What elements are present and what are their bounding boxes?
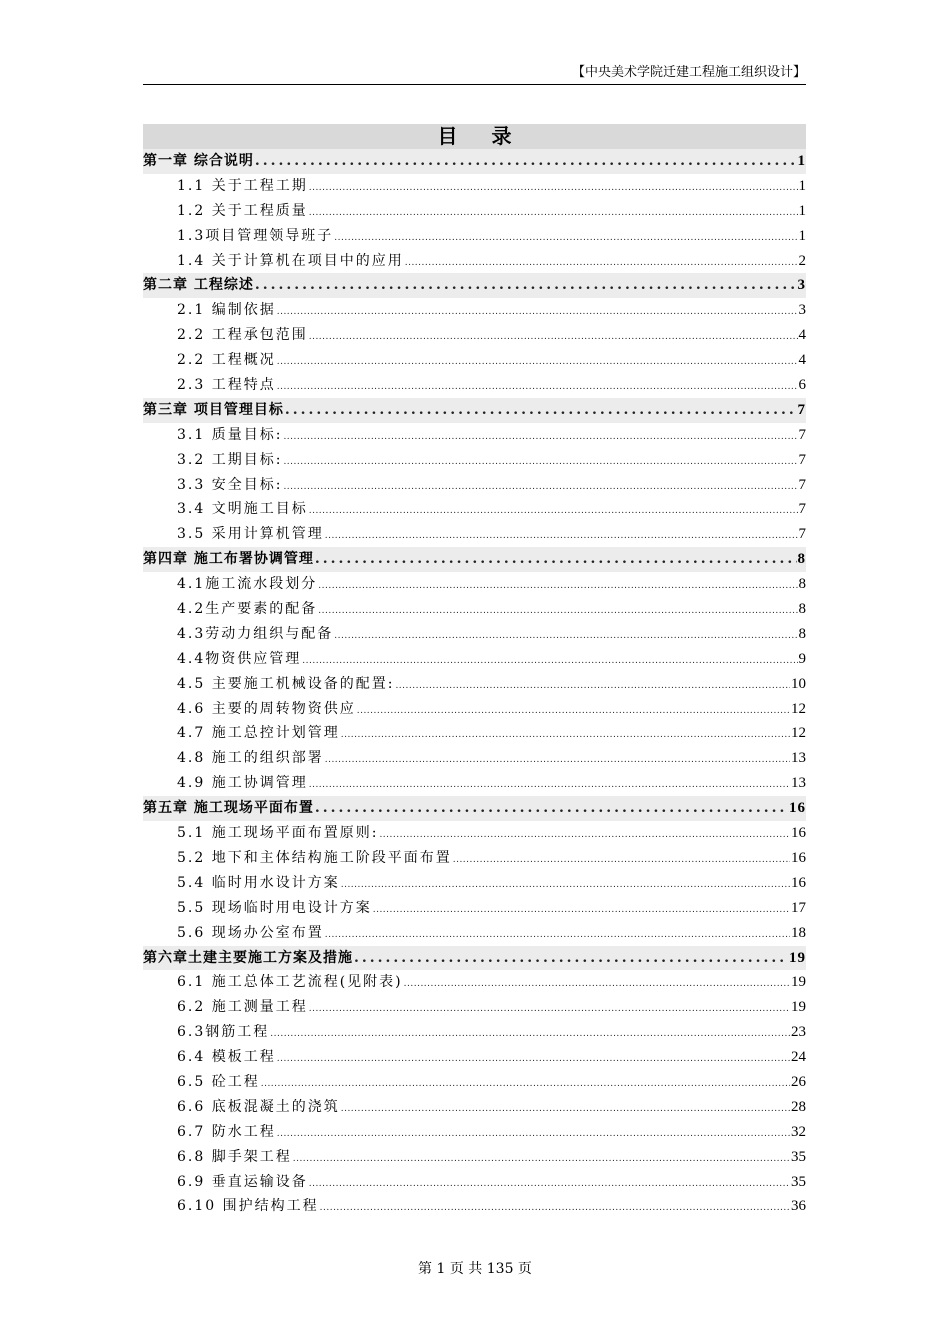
toc-page-number: 32 xyxy=(791,1123,806,1140)
toc-entry-label: 6.1 施工总体工艺流程(见附表) xyxy=(177,974,403,991)
toc-entry-label: 6.6 底板混凝土的浇筑 xyxy=(177,1098,340,1115)
toc-page-number: 19 xyxy=(791,999,806,1016)
toc-dot-leader xyxy=(404,972,790,995)
toc-dot-leader xyxy=(318,574,797,597)
toc-entry-label: 6.3钢筋工程 xyxy=(177,1024,270,1041)
toc-chapter-entry[interactable] xyxy=(143,149,806,174)
toc-section-entry[interactable] xyxy=(143,921,806,946)
toc-section-entry[interactable] xyxy=(143,821,806,846)
toc-page-number: 16 xyxy=(791,825,806,842)
toc-section-entry[interactable] xyxy=(143,348,806,373)
toc-dot-leader xyxy=(309,176,798,199)
toc-section-entry[interactable] xyxy=(143,522,806,547)
toc-dot-leader xyxy=(261,1072,790,1095)
toc-entry-label: 4.9 施工协调管理 xyxy=(177,775,308,792)
toc-chapter-entry[interactable] xyxy=(143,946,806,971)
toc-page-number: 7 xyxy=(797,401,806,418)
toc-entry-label: 3.2 工期目标: xyxy=(177,451,283,468)
toc-dot-leader xyxy=(309,499,798,522)
toc-page-number: 7 xyxy=(798,526,806,543)
toc-entry-label: 3.3 安全目标: xyxy=(177,476,283,493)
toc-section-entry[interactable] xyxy=(143,697,806,722)
toc-section-entry[interactable] xyxy=(143,323,806,348)
toc-dot-leader xyxy=(315,796,788,821)
toc-section-entry[interactable] xyxy=(143,647,806,672)
toc-dot-leader xyxy=(255,149,797,174)
toc-dot-leader xyxy=(309,201,798,224)
toc-section-entry[interactable] xyxy=(143,497,806,522)
toc-dot-leader xyxy=(309,325,798,348)
toc-dot-leader xyxy=(325,524,798,547)
toc-section-entry[interactable] xyxy=(143,1095,806,1120)
toc-page-number: 7 xyxy=(798,451,806,468)
toc-dot-leader xyxy=(270,1022,790,1045)
toc-page-number: 1 xyxy=(798,177,806,194)
toc-dot-leader xyxy=(283,475,797,498)
toc-dot-leader xyxy=(277,300,798,323)
toc-section-entry[interactable] xyxy=(143,746,806,771)
toc-page-number: 36 xyxy=(791,1198,806,1215)
toc-page-number: 3 xyxy=(797,277,806,294)
toc-section-entry[interactable] xyxy=(143,1120,806,1145)
toc-entry-label: 5.2 地下和主体结构施工阶段平面布置 xyxy=(177,849,452,866)
toc-section-entry[interactable] xyxy=(143,224,806,249)
toc-page-number: 19 xyxy=(789,949,806,966)
toc-chapter-entry[interactable] xyxy=(143,398,806,423)
toc-section-entry[interactable] xyxy=(143,473,806,498)
toc-entry-label: 1.1 关于工程工期 xyxy=(177,177,308,194)
toc-entry-label: 6.2 施工测量工程 xyxy=(177,999,308,1016)
toc-page-number: 7 xyxy=(798,501,806,518)
toc-page-number: 16 xyxy=(791,874,806,891)
toc-dot-leader xyxy=(277,375,798,398)
toc-entry-label: 2.3 工程特点 xyxy=(177,377,276,394)
toc-page-number: 8 xyxy=(798,625,806,642)
toc-entry-label: 4.8 施工的组织部署 xyxy=(177,750,324,767)
toc-dot-leader xyxy=(309,773,790,796)
toc-dot-leader xyxy=(277,1122,790,1145)
toc-dot-leader xyxy=(302,649,797,672)
toc-page-number: 3 xyxy=(798,302,806,319)
toc-section-entry[interactable] xyxy=(143,448,806,473)
toc-entry-label: 4.5 主要施工机械设备的配置: xyxy=(177,675,395,692)
toc-page-number: 10 xyxy=(791,675,806,692)
toc-page-number: 1 xyxy=(798,202,806,219)
toc-section-entry[interactable] xyxy=(143,622,806,647)
toc-dot-leader xyxy=(309,997,790,1020)
toc-entry-label: 3.4 文明施工目标 xyxy=(177,501,308,518)
toc-page-number: 35 xyxy=(791,1148,806,1165)
toc-page-number: 12 xyxy=(791,700,806,717)
toc-section-entry[interactable] xyxy=(143,199,806,224)
toc-entry-label: 3.1 质量目标: xyxy=(177,426,283,443)
toc-dot-leader xyxy=(325,748,790,771)
toc-section-entry[interactable] xyxy=(143,1170,806,1195)
toc-dot-leader xyxy=(277,1047,790,1070)
toc-section-entry[interactable] xyxy=(143,871,806,896)
toc-section-entry[interactable] xyxy=(143,423,806,448)
toc-section-entry[interactable] xyxy=(143,249,806,274)
toc-dot-leader xyxy=(293,1147,790,1170)
toc-dot-leader xyxy=(395,674,790,697)
toc-entry-label: 6.10 围护结构工程 xyxy=(177,1198,319,1215)
toc-entry-label: 1.2 关于工程质量 xyxy=(177,202,308,219)
toc-entry-label: 3.5 采用计算机管理 xyxy=(177,526,324,543)
toc-entry-label: 2.1 编制依据 xyxy=(177,302,276,319)
toc-section-entry[interactable] xyxy=(143,970,806,995)
toc-dot-leader xyxy=(341,723,790,746)
toc-dot-leader xyxy=(283,425,797,448)
toc-dot-leader xyxy=(285,398,797,423)
toc-page-number: 26 xyxy=(791,1073,806,1090)
toc-entry-label: 1.4 关于计算机在项目中的应用 xyxy=(177,252,404,269)
toc-entry-label: 4.4物资供应管理 xyxy=(177,650,302,667)
toc-page-number: 19 xyxy=(791,974,806,991)
toc-entry-label: 第六章土建主要施工方案及措施 xyxy=(143,949,353,966)
toc-page-number: 16 xyxy=(791,849,806,866)
toc-page-number: 18 xyxy=(791,924,806,941)
toc-dot-leader xyxy=(320,1196,790,1219)
toc-section-entry[interactable] xyxy=(143,672,806,697)
toc-page-number: 8 xyxy=(797,551,806,568)
toc-page-number: 23 xyxy=(791,1024,806,1041)
toc-page-number: 1 xyxy=(797,153,806,169)
toc-entry-label: 第二章 工程综述 xyxy=(143,277,254,294)
toc-page-number: 17 xyxy=(791,899,806,916)
toc-dot-leader xyxy=(357,699,790,722)
toc-section-entry[interactable] xyxy=(143,771,806,796)
toc-dot-leader xyxy=(318,599,797,622)
toc-dot-leader xyxy=(277,350,798,373)
toc-entry-label: 5.4 临时用水设计方案 xyxy=(177,874,340,891)
toc-chapter-entry[interactable] xyxy=(143,273,806,298)
toc-entries xyxy=(143,149,806,1219)
table-of-contents xyxy=(143,124,806,1219)
toc-section-entry[interactable] xyxy=(143,1045,806,1070)
toc-entry-label: 6.4 模板工程 xyxy=(177,1049,276,1066)
toc-section-entry[interactable] xyxy=(143,174,806,199)
toc-page-number: 35 xyxy=(791,1173,806,1190)
toc-dot-leader xyxy=(315,547,797,572)
toc-section-entry[interactable] xyxy=(143,572,806,597)
toc-entry-label: 5.1 施工现场平面布置原则: xyxy=(177,825,379,842)
toc-entry-label: 6.5 砼工程 xyxy=(177,1073,260,1090)
toc-dot-leader xyxy=(373,898,790,921)
toc-page-number: 2 xyxy=(798,252,806,269)
toc-dot-leader xyxy=(334,624,797,647)
toc-page-number: 13 xyxy=(791,775,806,792)
toc-section-entry[interactable] xyxy=(143,846,806,871)
toc-entry-label: 4.7 施工总控计划管理 xyxy=(177,725,340,742)
toc-entry-label: 第四章 施工布署协调管理 xyxy=(143,551,314,568)
toc-dot-leader xyxy=(453,848,790,871)
toc-page-number: 8 xyxy=(798,601,806,618)
toc-dot-leader xyxy=(255,273,797,298)
toc-page-number: 4 xyxy=(798,352,806,369)
toc-section-entry[interactable] xyxy=(143,1070,806,1095)
toc-entry-label: 第五章 施工现场平面布置 xyxy=(143,800,314,817)
toc-page-number: 9 xyxy=(798,650,806,667)
toc-section-entry[interactable] xyxy=(143,597,806,622)
toc-entry-label: 第一章 综合说明 xyxy=(143,153,254,169)
page-footer: 第 1 页 共 135 页 xyxy=(418,1261,532,1277)
toc-page-number: 6 xyxy=(798,377,806,394)
toc-entry-label: 第三章 项目管理目标 xyxy=(143,401,284,418)
toc-section-entry[interactable] xyxy=(143,1194,806,1219)
toc-section-entry[interactable] xyxy=(143,298,806,323)
running-header: 【中央美术学院迁建工程施工组织设计】 xyxy=(143,62,806,85)
toc-entry-label: 5.5 现场临时用电设计方案 xyxy=(177,899,372,916)
toc-entry-label: 1.3项目管理领导班子 xyxy=(177,227,334,244)
toc-page-number: 7 xyxy=(798,476,806,493)
toc-dot-leader xyxy=(283,450,797,473)
toc-entry-label: 6.7 防水工程 xyxy=(177,1123,276,1140)
toc-page-number: 24 xyxy=(791,1049,806,1066)
toc-dot-leader xyxy=(341,873,790,896)
toc-section-entry[interactable] xyxy=(143,1020,806,1045)
toc-section-entry[interactable] xyxy=(143,721,806,746)
toc-chapter-entry[interactable] xyxy=(143,796,806,821)
toc-page-number: 1 xyxy=(798,227,806,244)
toc-chapter-entry[interactable] xyxy=(143,547,806,572)
toc-entry-label: 5.6 现场办公室布置 xyxy=(177,924,324,941)
toc-page-number: 16 xyxy=(789,800,806,817)
toc-page-number: 13 xyxy=(791,750,806,767)
toc-entry-label: 2.2 工程承包范围 xyxy=(177,327,308,344)
toc-entry-label: 4.6 主要的周转物资供应 xyxy=(177,700,356,717)
toc-entry-label: 4.3劳动力组织与配备 xyxy=(177,625,334,642)
toc-dot-leader xyxy=(405,251,798,274)
toc-entry-label: 2.2 工程概况 xyxy=(177,352,276,369)
toc-entry-label: 4.2生产要素的配备 xyxy=(177,601,318,618)
toc-entry-label: 4.1施工流水段划分 xyxy=(177,576,318,593)
toc-page-number: 7 xyxy=(798,426,806,443)
toc-dot-leader xyxy=(354,946,788,971)
toc-section-entry[interactable] xyxy=(143,1145,806,1170)
toc-dot-leader xyxy=(341,1097,790,1120)
toc-dot-leader xyxy=(325,923,790,946)
toc-entry-label: 6.8 脚手架工程 xyxy=(177,1148,292,1165)
toc-section-entry[interactable] xyxy=(143,896,806,921)
toc-page-number: 8 xyxy=(798,576,806,593)
toc-dot-leader xyxy=(379,823,790,846)
toc-dot-leader xyxy=(309,1172,790,1195)
toc-page-number: 12 xyxy=(791,725,806,742)
toc-section-entry[interactable] xyxy=(143,995,806,1020)
toc-page-number: 28 xyxy=(791,1098,806,1115)
toc-title: 目录 xyxy=(143,124,806,149)
toc-page-number: 4 xyxy=(798,327,806,344)
toc-dot-leader xyxy=(334,226,797,249)
toc-section-entry[interactable] xyxy=(143,373,806,398)
toc-entry-label: 6.9 垂直运输设备 xyxy=(177,1173,308,1190)
